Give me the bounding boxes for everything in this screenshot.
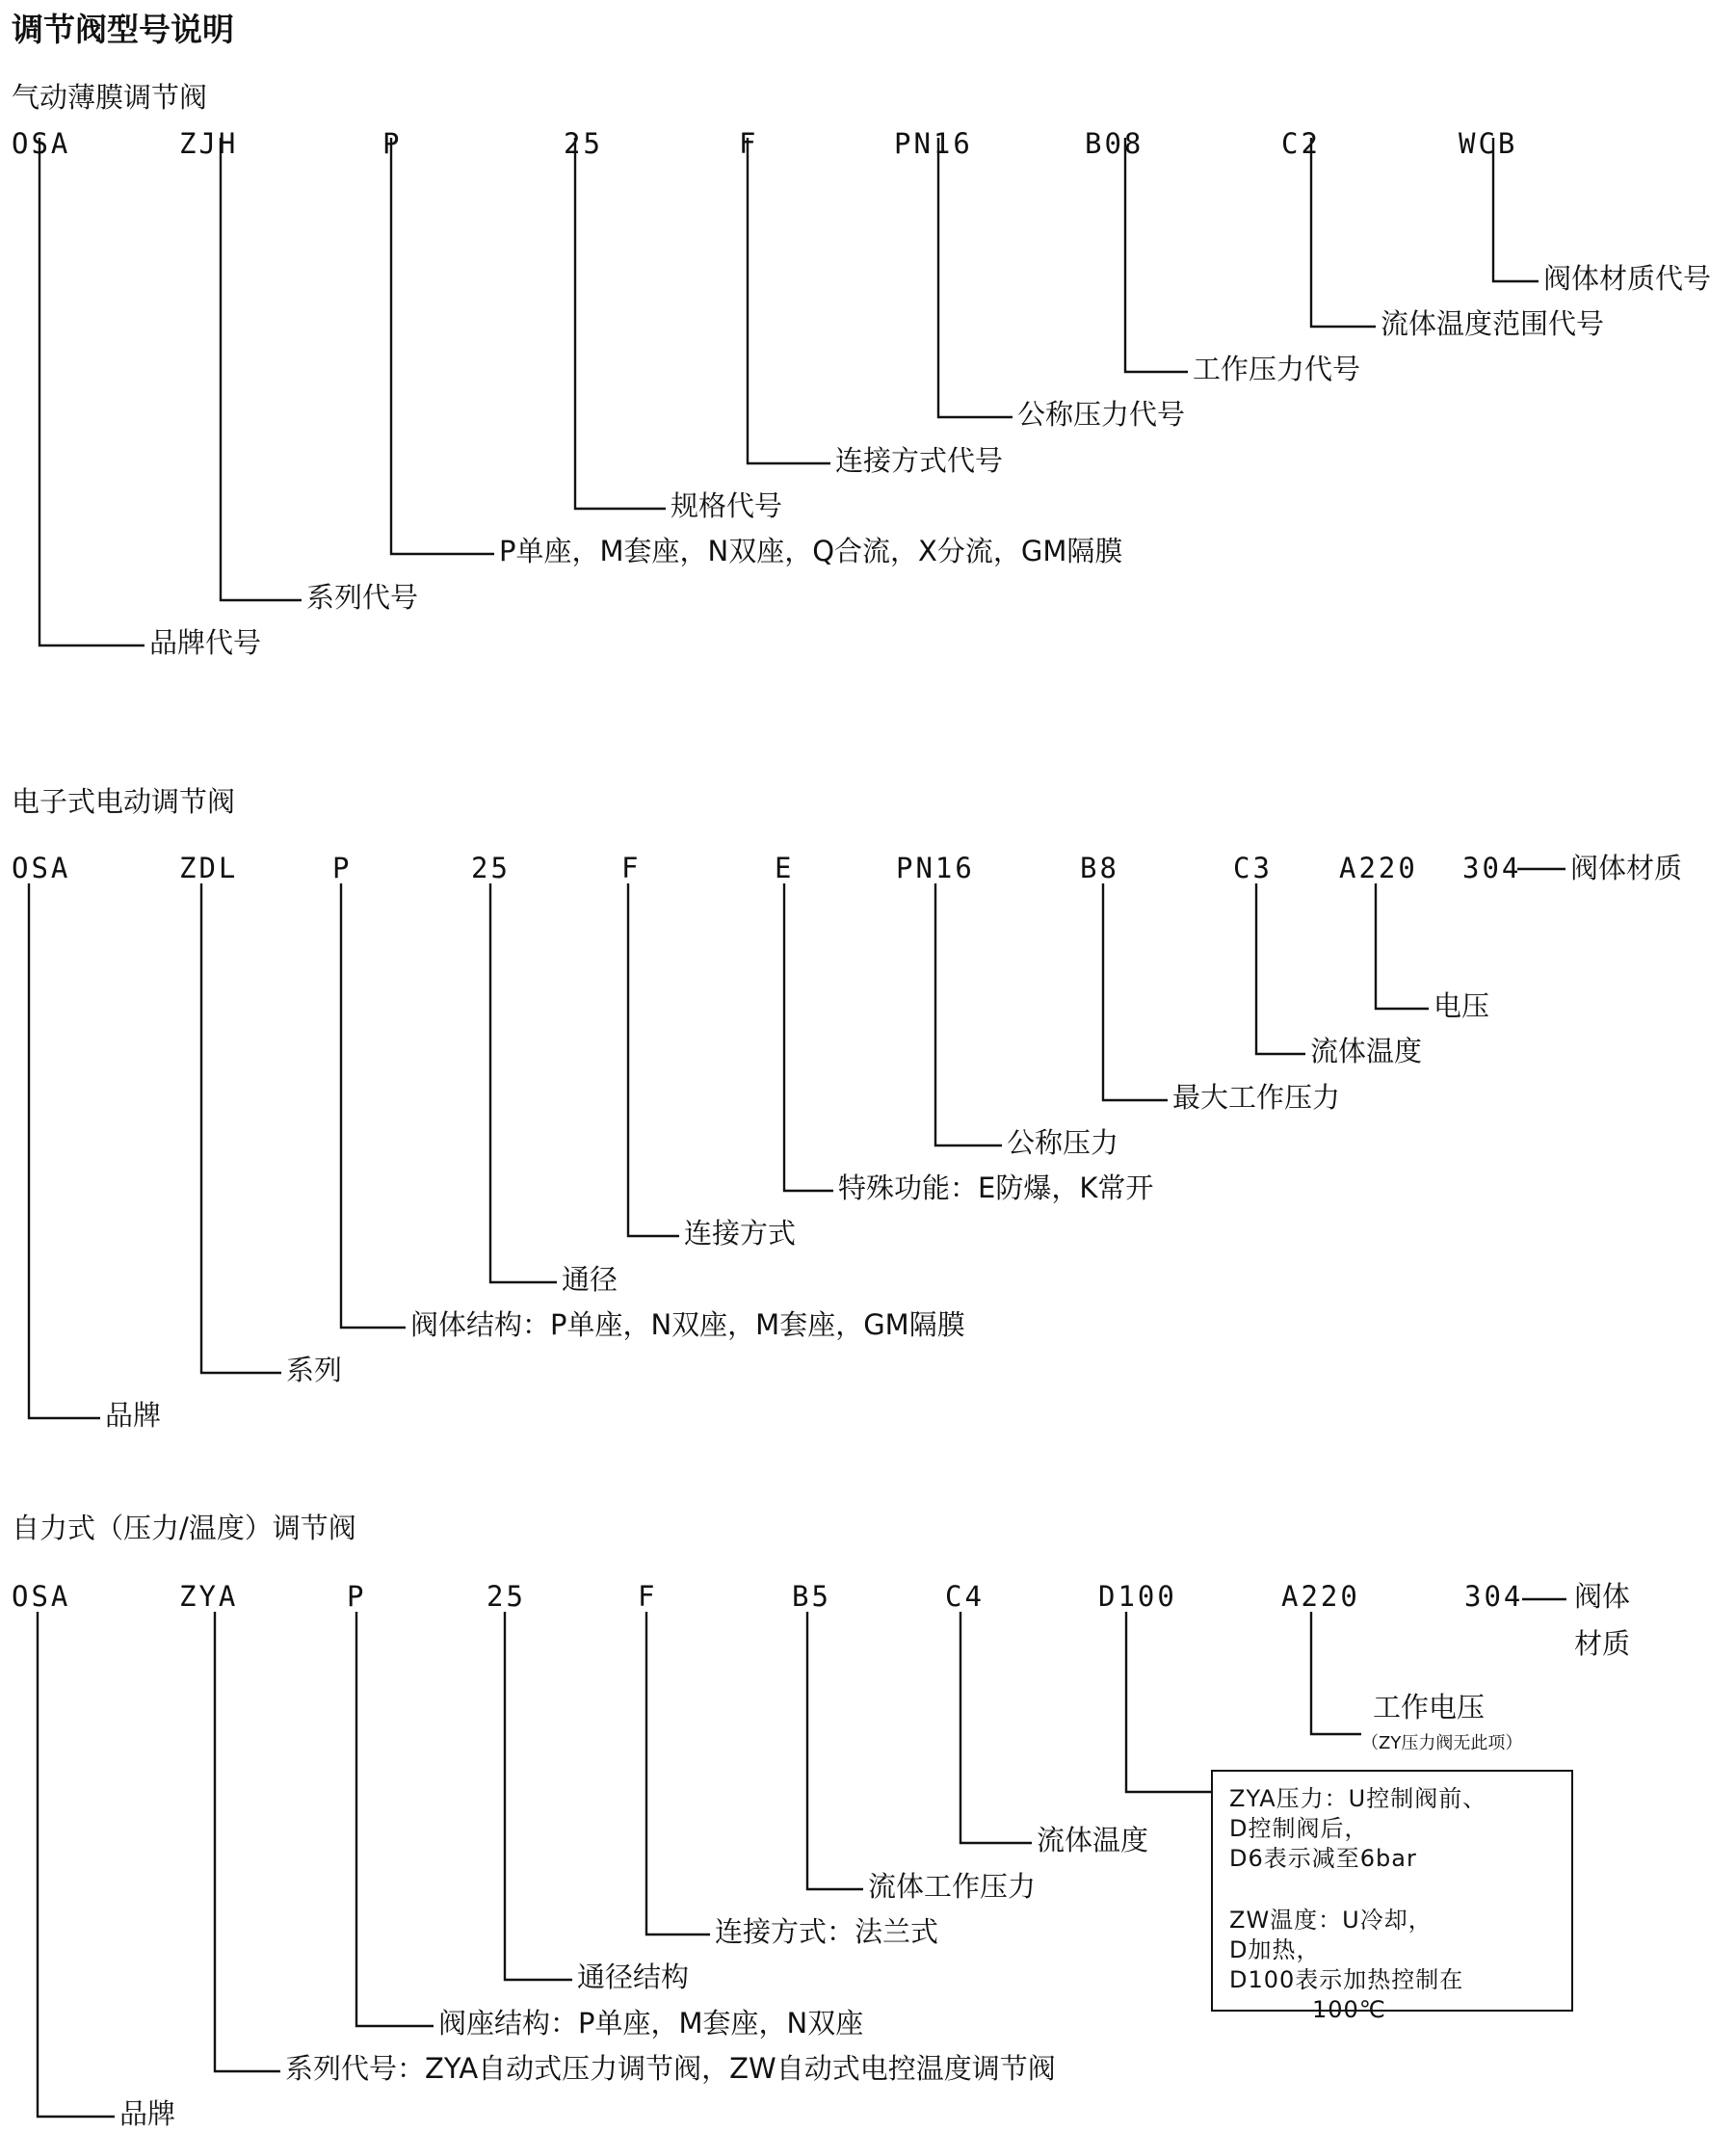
s2-label-brand: 品牌 [105,1399,162,1432]
s2-leader-temperature [1256,883,1305,1054]
s3-code-temperature: C4 [945,1580,985,1613]
s2-code-size: 25 [471,852,511,884]
s3-code-material: 304 [1464,1580,1524,1613]
s3-label-series: 系列代号：ZYA自动式压力调节阀，ZW自动式电控温度调节阀 [285,2052,1056,2085]
s2-label-size: 通径 [562,1263,618,1296]
s1-label-nominal-pressure: 公称压力代号 [1017,398,1186,431]
s2-label-voltage: 电压 [1434,989,1490,1022]
s2-leader-size [490,883,557,1282]
s2-code-voltage: A220 [1339,852,1418,884]
s3-code-pressure: B5 [792,1580,831,1613]
s3-leader-control [1126,1612,1211,1792]
s3-leader-size [505,1612,572,1980]
s3-label-material-1: 阀体 [1574,1580,1631,1613]
s3-box-line-2: D控制阀后， [1229,1815,1369,1842]
s1-label-working-pressure: 工作压力代号 [1193,353,1361,385]
s1-code-size: 25 [564,127,603,160]
s3-code-series: ZYA [179,1580,239,1613]
s2-leader-max-pressure [1103,883,1168,1100]
s2-code-series: ZDL [179,852,239,884]
s3-code-size: 25 [487,1580,526,1613]
s3-code-voltage: A220 [1281,1580,1360,1613]
section-3-heading: 自力式（压力/温度）调节阀 [12,1512,356,1544]
s2-code-temperature: C3 [1233,852,1273,884]
s2-code-material: 304 [1462,852,1522,884]
s3-label-material-2: 材质 [1574,1627,1631,1660]
s3-label-voltage: 工作电压 [1373,1691,1486,1724]
s2-label-max-pressure: 最大工作压力 [1172,1081,1341,1114]
s2-leader-brand [29,883,100,1418]
s2-code-connection: F [621,852,642,884]
s2-leader-voltage [1376,883,1429,1009]
s3-box-line-7: 100℃ [1312,1996,1386,2023]
s1-code-connection: F [739,127,759,160]
s3-label-structure: 阀座结构：P单座，M套座，N双座 [438,2007,864,2040]
s1-code-series: ZJH [179,127,239,160]
s1-code-brand: OSA [12,127,71,160]
s3-leader-connection [646,1612,710,1935]
s1-leader-material [1493,138,1539,281]
s3-label-size: 通径结构 [577,1961,690,1993]
page-title: 调节阀型号说明 [12,11,234,48]
s2-label-nominal-pressure: 公称压力 [1007,1126,1119,1159]
s1-code-material: WCB [1459,127,1518,160]
s1-code-working-pressure: B08 [1085,127,1144,160]
s1-label-structure: P单座，M套座，N双座，Q合流，X分流，GM隔膜 [499,535,1123,567]
s1-leader-nominal-pressure [938,138,1013,417]
s2-label-special: 特殊功能：E防爆，K常开 [838,1171,1154,1204]
s2-code-structure: P [332,852,353,884]
s2-code-max-pressure: B8 [1080,852,1119,884]
s2-leader-special [784,883,833,1191]
s3-leader-series [215,1612,280,2071]
s1-leader-working-pressure [1125,138,1188,372]
s3-code-control: D100 [1098,1580,1177,1613]
s2-leader-series [201,883,281,1373]
s3-voltage-note: （ZY压力阀无此项） [1361,1733,1523,1753]
s1-code-structure: P [382,127,403,160]
s1-leader-structure [391,138,494,554]
s3-label-temperature: 流体温度 [1037,1824,1149,1856]
s1-leader-brand [39,138,145,645]
s1-label-series: 系列代号 [306,581,419,614]
s2-label-structure: 阀体结构：P单座，N双座，M套座，GM隔膜 [410,1308,965,1341]
section-2-heading: 电子式电动调节阀 [12,785,236,818]
s3-leader-structure [356,1612,434,2026]
s1-code-nominal-pressure: PN16 [894,127,973,160]
s1-label-size: 规格代号 [671,489,783,522]
section-1-heading: 气动薄膜调节阀 [12,81,208,114]
s1-leader-size [575,138,666,509]
s1-leader-series [221,138,302,600]
s2-label-connection: 连接方式 [684,1217,797,1250]
s3-code-structure: P [347,1580,367,1613]
s2-code-nominal-pressure: PN16 [896,852,975,884]
s3-label-connection: 连接方式：法兰式 [715,1915,939,1948]
s2-label-material: 阀体材质 [1570,852,1683,884]
s3-leader-temperature [960,1612,1032,1843]
s1-label-material: 阀体材质代号 [1543,262,1712,295]
s2-leader-structure [341,883,406,1328]
s3-box-line-3: D6表示减至6bar [1229,1845,1417,1872]
s2-label-temperature: 流体温度 [1310,1035,1423,1067]
s3-code-connection: F [638,1580,658,1613]
s3-label-pressure: 流体工作压力 [868,1870,1037,1903]
s2-code-brand: OSA [12,852,71,884]
s3-leader-brand [38,1612,115,2117]
s1-leader-connection [748,138,830,463]
s3-leader-voltage [1311,1612,1361,1734]
s3-label-brand: 品牌 [119,2097,176,2130]
s2-code-special: E [775,852,795,884]
s1-label-brand: 品牌代号 [149,626,262,659]
s3-box-line-4: ZW温度：U冷却， [1229,1907,1433,1934]
s1-code-temperature: C2 [1281,127,1321,160]
s2-leader-nominal-pressure [935,883,1002,1145]
s1-leader-temperature [1311,138,1376,327]
s1-label-temperature: 流体温度范围代号 [1381,307,1605,340]
s3-box-line-5: D加热， [1229,1936,1321,1963]
s3-box-line-6: D100表示加热控制在 [1229,1966,1464,1993]
s2-label-series: 系列 [286,1354,343,1386]
s3-box-line-1: ZYA压力：U控制阀前、 [1229,1785,1487,1812]
s1-label-connection: 连接方式代号 [835,444,1004,477]
s3-leader-pressure [807,1612,863,1889]
s2-leader-connection [628,883,679,1236]
s3-code-brand: OSA [12,1580,71,1613]
